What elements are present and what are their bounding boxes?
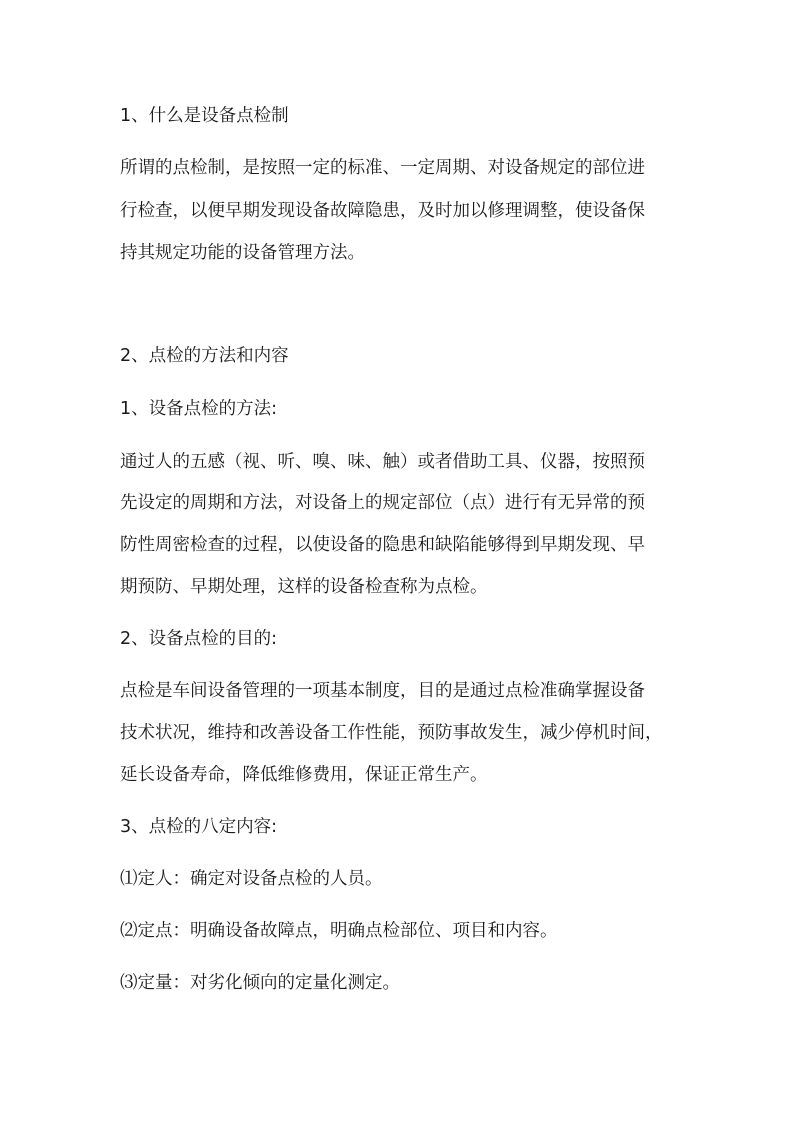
list-item-3: ⑶定量：对劣化倾向的定量化测定。 <box>120 973 400 993</box>
subsection-1-paragraph-line-1: 通过人的五感（视、听、嗅、味、触）或者借助工具、仪器，按照预 <box>120 452 645 472</box>
subsection-2-paragraph-line-3: 延长设备寿命，降低维修费用，保证正常生产。 <box>120 765 488 785</box>
subsection-2-heading: 2、设备点检的目的: <box>120 629 278 649</box>
section-1-paragraph-line-2: 行检查，以便早期发现设备故障隐患，及时加以修理调整，使设备保 <box>120 201 645 221</box>
subsection-1-paragraph-line-2: 先设定的周期和方法，对设备上的规定部位（点）进行有无异常的预 <box>120 493 645 513</box>
subsection-2-paragraph-line-1: 点检是车间设备管理的一项基本制度，目的是通过点检准确掌握设备 <box>120 681 645 701</box>
section-1-heading: 1、什么是设备点检制 <box>120 106 289 126</box>
list-item-1: ⑴定人：确定对设备点检的人员。 <box>120 869 383 889</box>
subsection-1-paragraph-line-3: 防性周密检查的过程，以使设备的隐患和缺陷能够得到早期发现、早 <box>120 535 645 555</box>
section-1-paragraph-line-3: 持其规定功能的设备管理方法。 <box>120 243 365 263</box>
section-2-heading: 2、点检的方法和内容 <box>120 346 289 366</box>
subsection-1-paragraph-line-4: 期预防、早期处理，这样的设备检查称为点检。 <box>120 577 488 597</box>
section-1-paragraph-line-1: 所谓的点检制，是按照一定的标准、一定周期、对设备规定的部位进 <box>120 158 645 178</box>
subsection-3-heading: 3、点检的八定内容: <box>120 817 278 837</box>
list-item-2: ⑵定点：明确设备故障点，明确点检部位、项目和内容。 <box>120 921 558 941</box>
subsection-1-heading: 1、设备点检的方法: <box>120 399 278 419</box>
subsection-2-paragraph-line-2: 技术状况，维持和改善设备工作性能，预防事故发生，减少停机时间， <box>120 723 663 743</box>
